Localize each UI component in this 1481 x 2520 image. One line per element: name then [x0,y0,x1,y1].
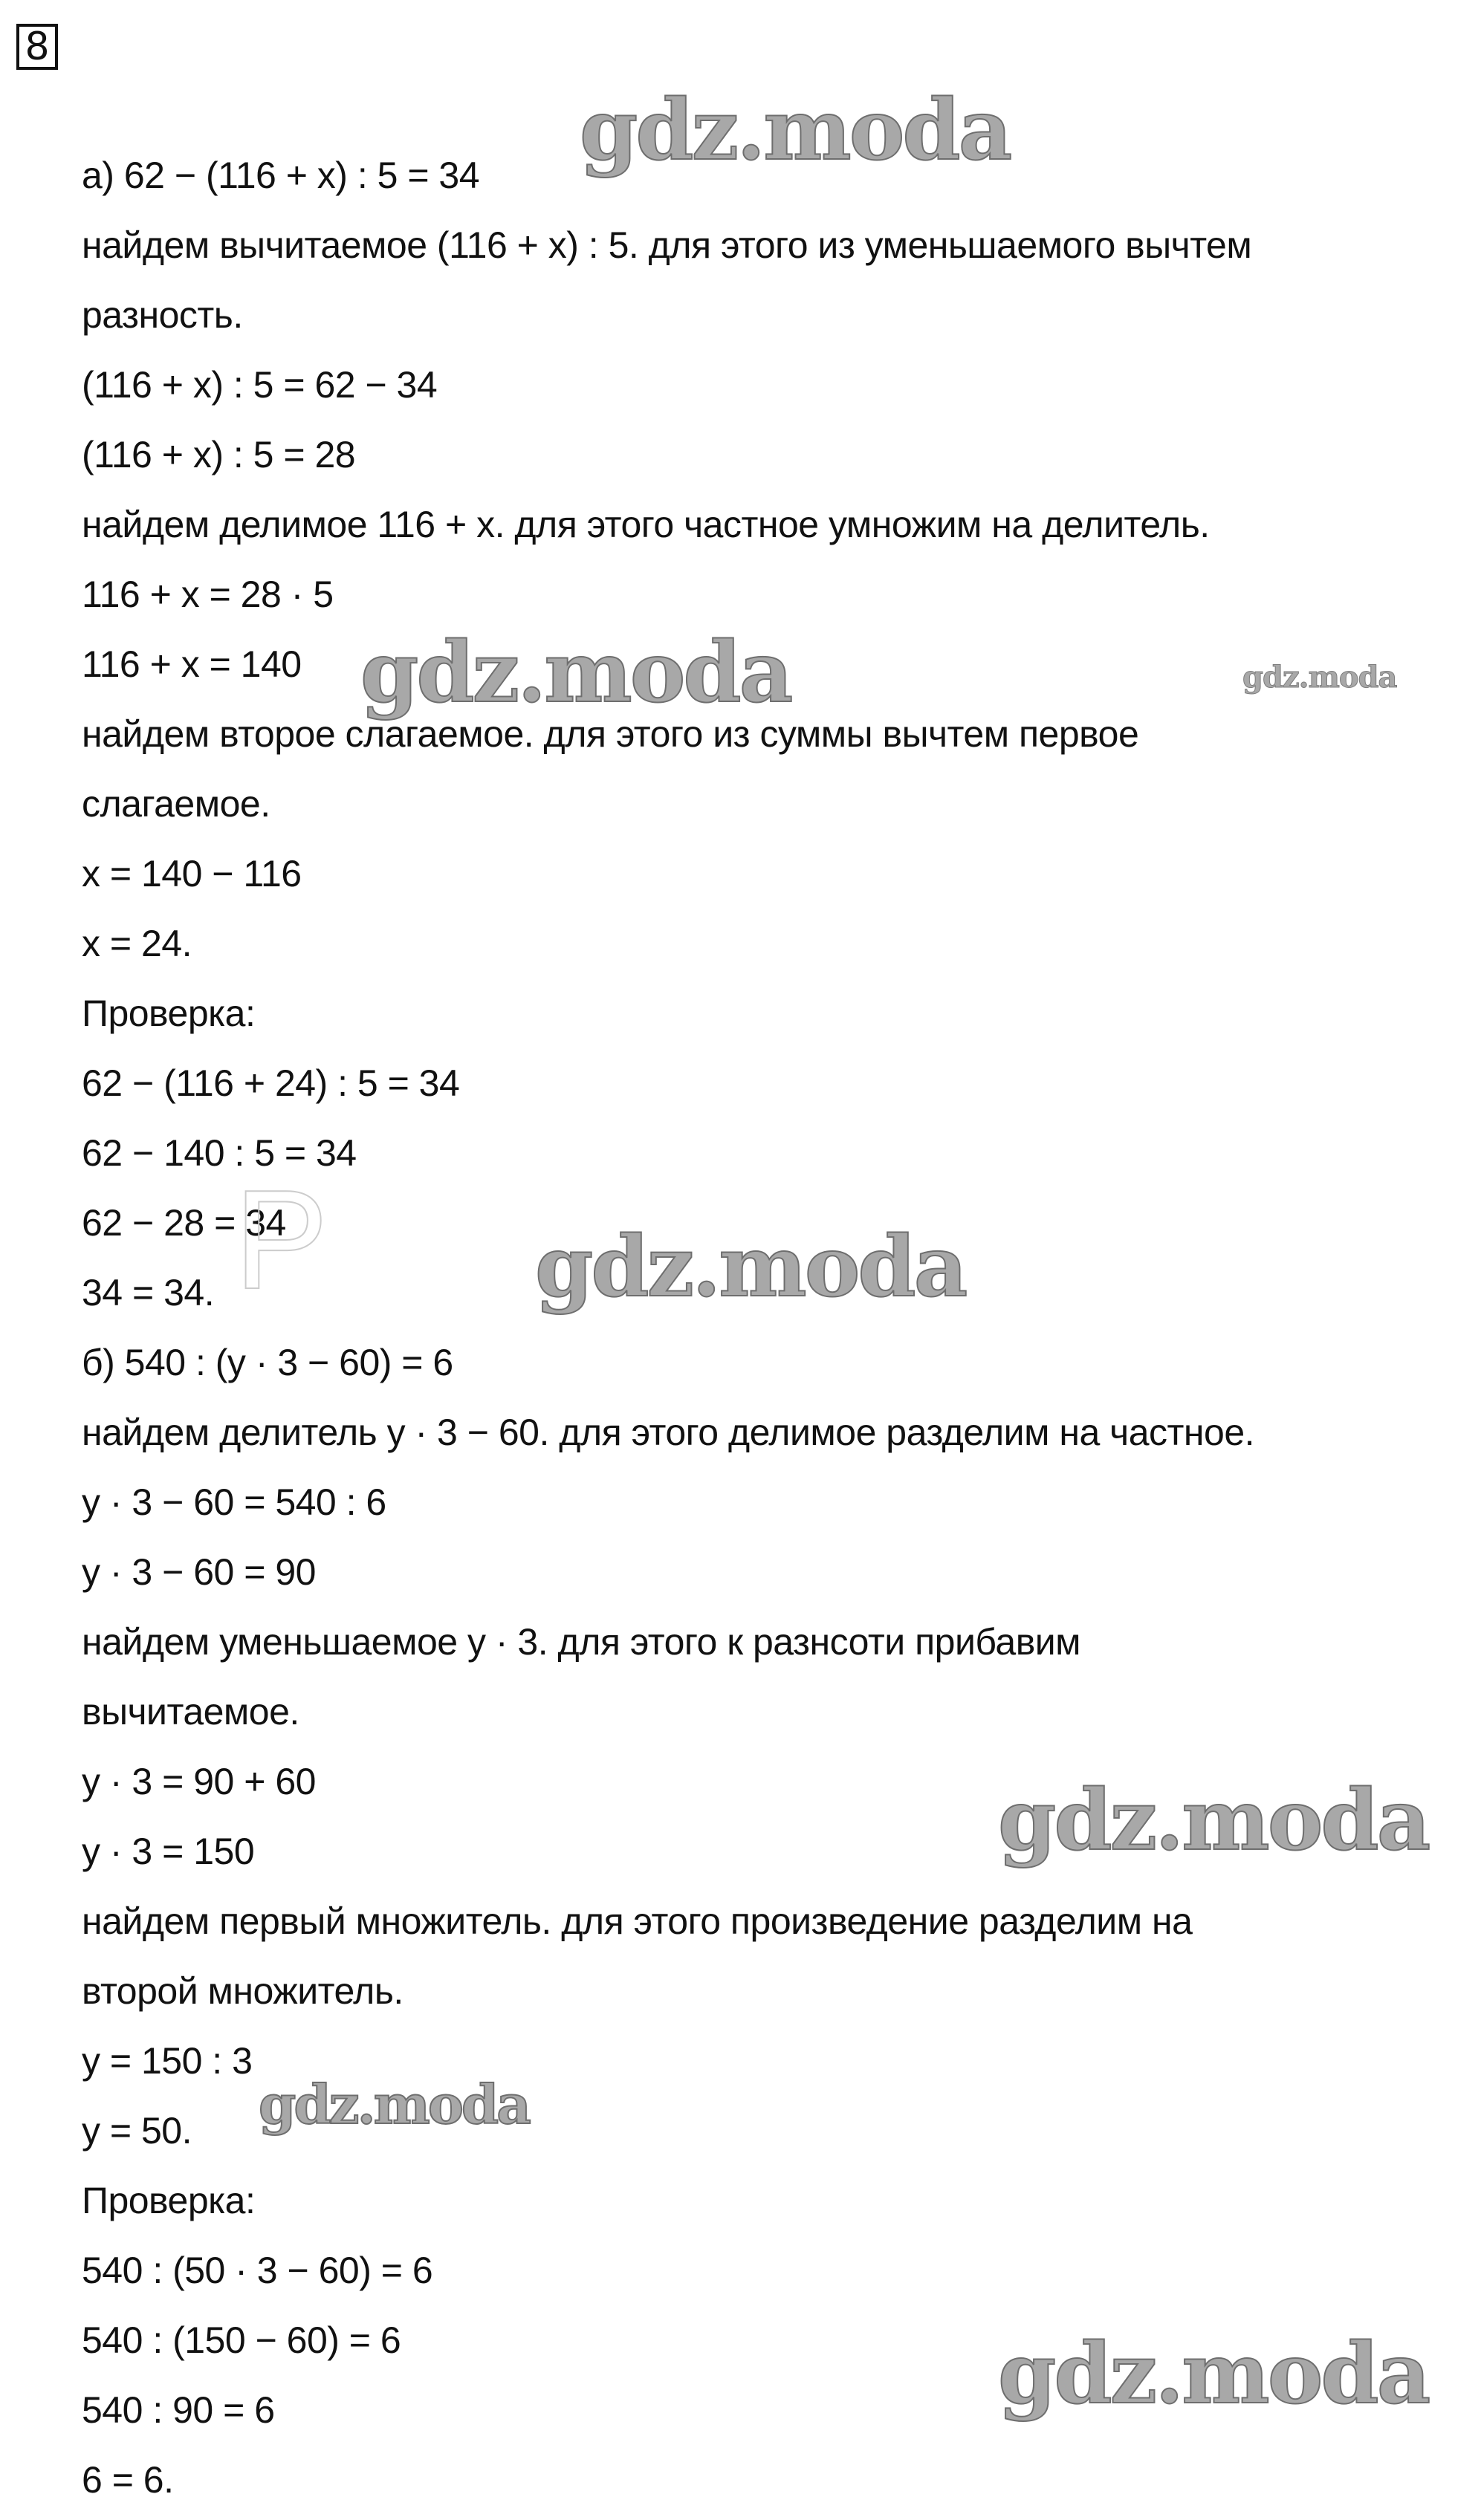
solution-line: 34 = 34. [82,1272,215,1313]
solution-line: а) 62 − (116 + x) : 5 = 34 [82,155,480,196]
solution-line: x = 140 − 116 [82,853,302,894]
faint-watermark-letter: P [234,1161,328,1319]
solution-line: 540 : (150 − 60) = 6 [82,2319,401,2361]
solution-line: найдем уменьшаемое y · 3. для этого к разнсоти прибавим [82,1621,1081,1663]
solution-line: 6 = 6. [82,2459,174,2501]
solution-line: (116 + x) : 5 = 28 [82,434,356,475]
solution-line: найдем первый множитель. для этого произведение разделим на [82,1900,1193,1942]
solution-line: второй множитель. [82,1970,404,2012]
solution-line: y · 3 − 60 = 90 [82,1551,316,1593]
solution-line: 116 + x = 140 [82,643,302,685]
solution-line: (116 + x) : 5 = 62 − 34 [82,364,438,406]
watermark-logo: gdz.moda [259,2073,529,2136]
watermark-logo: gdz.moda [580,82,1011,179]
watermark-logo: gdz.moda [360,624,791,721]
solution-line: 62 − 28 = 34 [82,1202,286,1244]
solution-text [82,140,1466,2515]
solution-line: разность. [82,294,243,336]
solution-line: Проверка: [82,2180,256,2221]
solution-line: 540 : 90 = 6 [82,2389,275,2431]
watermark-logo: gdz.moda [998,2325,1429,2423]
solution-line: y · 3 = 150 [82,1831,255,1872]
solution-line: слагаемое. [82,783,270,825]
solution-line: x = 24. [82,923,192,964]
solution-line: найдем вычитаемое (116 + x) : 5. для этого из уменьшаемого вычтем [82,224,1252,266]
watermark-logo: gdz.moda [535,1218,966,1316]
watermark-logo: gdz.moda [1242,660,1397,695]
solution-line: вычитаемое. [82,1691,299,1732]
solution-line: 540 : (50 · 3 − 60) = 6 [82,2250,433,2291]
solution-line: y · 3 − 60 = 540 : 6 [82,1481,386,1523]
solution-line: 62 − 140 : 5 = 34 [82,1132,357,1174]
solution-line: найдем делимое 116 + x. для этого частное умножим на делитель. [82,504,1210,545]
solution-line: y = 50. [82,2110,192,2152]
solution-line: б) 540 : (y · 3 − 60) = 6 [82,1342,453,1383]
solution-line: 116 + x = 28 · 5 [82,574,334,615]
solution-line: найдем второе слагаемое. для этого из суммы вычтем первое [82,713,1139,755]
solution-line: y · 3 = 90 + 60 [82,1761,316,1802]
task-number-badge: 8 [16,24,58,70]
solution-line: найдем делитель y · 3 − 60. для этого делимое разделим на частное. [82,1412,1255,1453]
solution-line: Проверка: [82,993,256,1034]
solution-line: y = 150 : 3 [82,2040,253,2082]
watermark-logo: gdz.moda [998,1772,1429,1869]
solution-line: 62 − (116 + 24) : 5 = 34 [82,1062,460,1104]
